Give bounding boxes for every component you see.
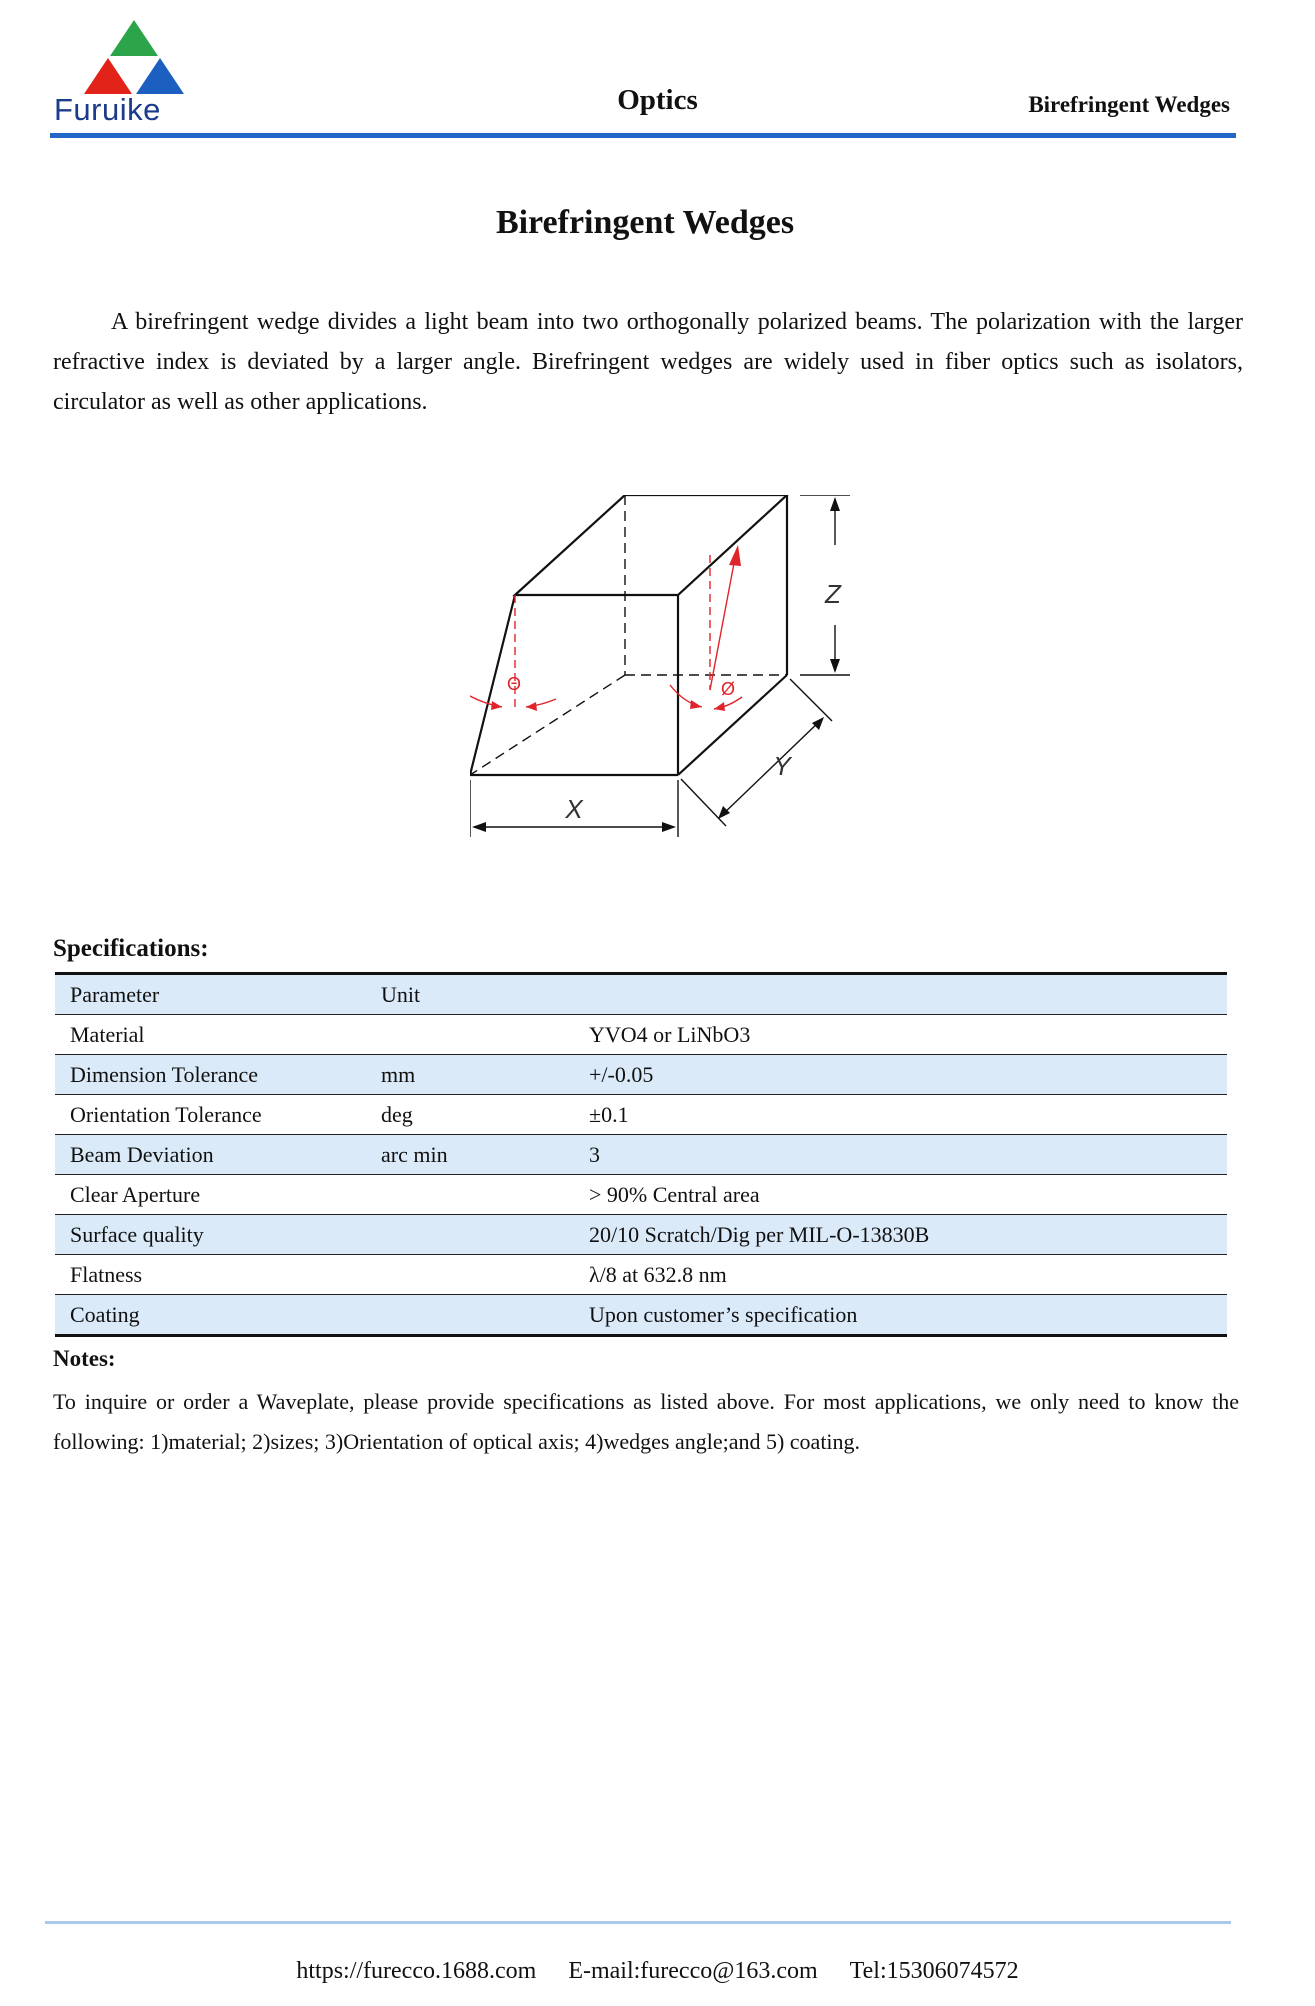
table-cell: Surface quality [55, 1215, 366, 1255]
logo-text: Furuike [54, 92, 161, 127]
notes-heading: Notes: [53, 1346, 116, 1371]
specifications-table [55, 972, 1227, 1337]
table-cell [366, 1015, 574, 1055]
table-cell: Flatness [55, 1255, 366, 1295]
table-row [55, 1215, 1227, 1255]
table-row [55, 1095, 1227, 1135]
table-header-row [55, 974, 1227, 1015]
table-cell: mm [366, 1055, 574, 1095]
page-title: Birefringent Wedges [495, 204, 795, 241]
table-cell: > 90% Central area [574, 1175, 1227, 1215]
table-cell: Material [55, 1015, 366, 1055]
theta-label: Θ [506, 674, 522, 694]
table-row [55, 1295, 1227, 1336]
table-cell: Beam Deviation [55, 1135, 366, 1175]
wedge-outline [470, 495, 787, 775]
website-link[interactable]: https://furecco.1688.com [296, 1958, 537, 1984]
table-row [55, 1015, 1227, 1055]
phi-label: Ø [720, 679, 736, 699]
table-cell [366, 1175, 574, 1215]
table-cell: YVO4 or LiNbO3 [574, 1015, 1227, 1055]
table-row [55, 1175, 1227, 1215]
wedge-diagram [470, 495, 870, 840]
table-cell [366, 1215, 574, 1255]
table-cell [366, 1255, 574, 1295]
table-cell: 20/10 Scratch/Dig per MIL-O-13830B [574, 1215, 1227, 1255]
specifications-heading: Specifications: [53, 935, 209, 962]
table-cell [574, 974, 1227, 1015]
table-cell: λ/8 at 632.8 nm [574, 1255, 1227, 1295]
table-cell: arc min [366, 1135, 574, 1175]
table-row [55, 1055, 1227, 1095]
header-section-title: Optics [617, 84, 698, 116]
table-cell [366, 1295, 574, 1336]
footer-contact [0, 1958, 1315, 1985]
header-divider [50, 133, 1236, 138]
table-cell: 3 [574, 1135, 1227, 1175]
z-label: Z [825, 579, 841, 609]
table-cell: Coating [55, 1295, 366, 1336]
phone-number: Tel:15306074572 [849, 1958, 1019, 1984]
table-row [55, 1255, 1227, 1295]
table-cell: Orientation Tolerance [55, 1095, 366, 1135]
email-link[interactable]: E-mail:furecco@163.com [568, 1958, 818, 1984]
y-label: Y [773, 751, 791, 781]
notes-text: To inquire or order a Waveplate, please provide specifications as listed above. For most applications, we only need to know the following: 1)material; 2)sizes; 3)Orientation of optical axis; 4)wedges angle;and 5) coating. [53, 1389, 1239, 1454]
header-document-title: Birefringent Wedges [1028, 92, 1230, 117]
table-cell: ±0.1 [574, 1095, 1227, 1135]
table-cell: Upon customer’s specification [574, 1295, 1227, 1336]
footer-divider [45, 1921, 1231, 1924]
table-cell: Clear Aperture [55, 1175, 366, 1215]
table-cell: Dimension Tolerance [55, 1055, 366, 1095]
table-row [55, 1135, 1227, 1175]
table-cell: Parameter [55, 974, 366, 1015]
table-cell: Unit [366, 974, 574, 1015]
hidden-edges [470, 495, 787, 775]
intro-paragraph: A birefringent wedge divides a light beam into two orthogonally polarized beams. The polarization with the larger refractive index is deviated by a larger angle. Birefringent wedges are widely used in fiber optics such as isolators, circulator as well as other applications. [53, 309, 1243, 415]
table-cell: deg [366, 1095, 574, 1135]
x-label: X [565, 794, 583, 824]
table-cell: +/-0.05 [574, 1055, 1227, 1095]
